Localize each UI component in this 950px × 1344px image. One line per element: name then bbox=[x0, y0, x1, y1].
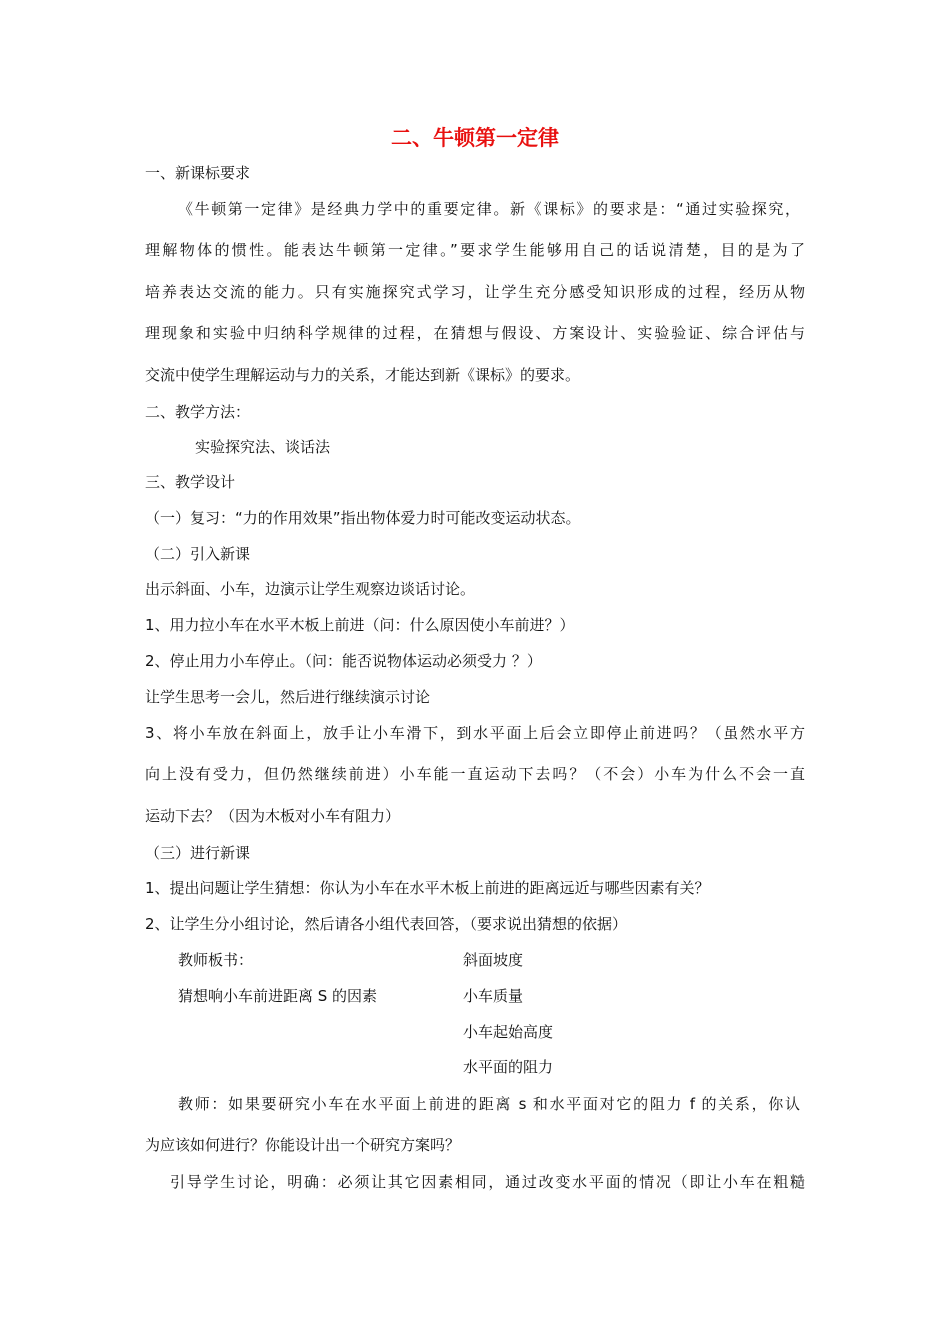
subsection-heading-new-lesson: （三）进行新课 bbox=[145, 844, 251, 862]
section-heading-design: 三、教学设计 bbox=[145, 473, 236, 491]
page-title: 二、牛顿第一定律 bbox=[391, 126, 559, 150]
paragraph-line: 出示斜面、小车，边演示让学生观察边谈话讨论。 bbox=[145, 580, 476, 598]
paragraph-line: 《牛顿第一定律》是经典力学中的重要定律。新《课标》的要求是：“通过实验探究， bbox=[178, 200, 800, 218]
paragraph-line: 运动下去？（因为木板对小车有阻力） bbox=[145, 807, 401, 825]
board-hypothesis: 猜想响小车前进距离 S 的因素 bbox=[178, 987, 378, 1005]
list-item: 3、将小车放在斜面上，放手让小车滑下，到水平面上后会立即停止前进吗？（虽然水平方 bbox=[145, 724, 805, 742]
section-heading-methods: 二、教学方法： bbox=[145, 403, 251, 421]
paragraph-line: 培养表达交流的能力。只有实施探究式学习，让学生充分感受知识形成的过程，经历从物 bbox=[145, 283, 805, 301]
factor-item: 小车质量 bbox=[463, 987, 524, 1005]
paragraph-line: 为应该如何进行？你能设计出一个研究方案吗？ bbox=[145, 1136, 461, 1154]
section-heading-curriculum: 一、新课标要求 bbox=[145, 164, 251, 182]
paragraph-line: 理现象和实验中归纳科学规律的过程，在猜想与假设、方案设计、实验验证、综合评估与 bbox=[145, 324, 805, 342]
paragraph-line: 交流中使学生理解运动与力的关系，才能达到新《课标》的要求。 bbox=[145, 366, 581, 384]
methods-text: 实验探究法、谈话法 bbox=[195, 438, 331, 456]
factor-item: 斜面坡度 bbox=[463, 951, 524, 969]
paragraph-line: 教师：如果要研究小车在水平面上前进的距离 s 和水平面对它的阻力 f 的关系，你认 bbox=[178, 1095, 800, 1113]
paragraph-line: 引导学生讨论，明确：必须让其它因素相同，通过改变水平面的情况（即让小车在粗糙 bbox=[170, 1173, 805, 1191]
paragraph-line: 让学生思考一会儿，然后进行继续演示讨论 bbox=[145, 688, 431, 706]
list-item: 2、让学生分小组讨论，然后请各小组代表回答，（要求说出猜想的依据） bbox=[145, 915, 628, 933]
review-line: （一）复习：“力的作用效果”指出物体爱力时可能改变运动状态。 bbox=[145, 509, 581, 527]
paragraph-line: 理解物体的惯性。能表达牛顿第一定律。”要求学生能够用自己的话说清楚，目的是为了 bbox=[145, 241, 805, 259]
factor-item: 小车起始高度 bbox=[463, 1023, 554, 1041]
subsection-heading-intro: （二）引入新课 bbox=[145, 545, 251, 563]
board-label: 教师板书： bbox=[178, 951, 254, 969]
factor-item: 水平面的阻力 bbox=[463, 1058, 554, 1076]
list-item: 1、提出问题让学生猜想：你认为小车在水平木板上前进的距离远近与哪些因素有关？ bbox=[145, 879, 710, 897]
list-item: 1、用力拉小车在水平木板上前进（问：什么原因使小车前进？） bbox=[145, 616, 575, 634]
list-item: 2、停止用力小车停止。（问：能否说物体运动必须受力 ？） bbox=[145, 652, 542, 670]
paragraph-line: 向上没有受力，但仍然继续前进）小车能一直运动下去吗？（不会）小车为什么不会一直 bbox=[145, 765, 805, 783]
